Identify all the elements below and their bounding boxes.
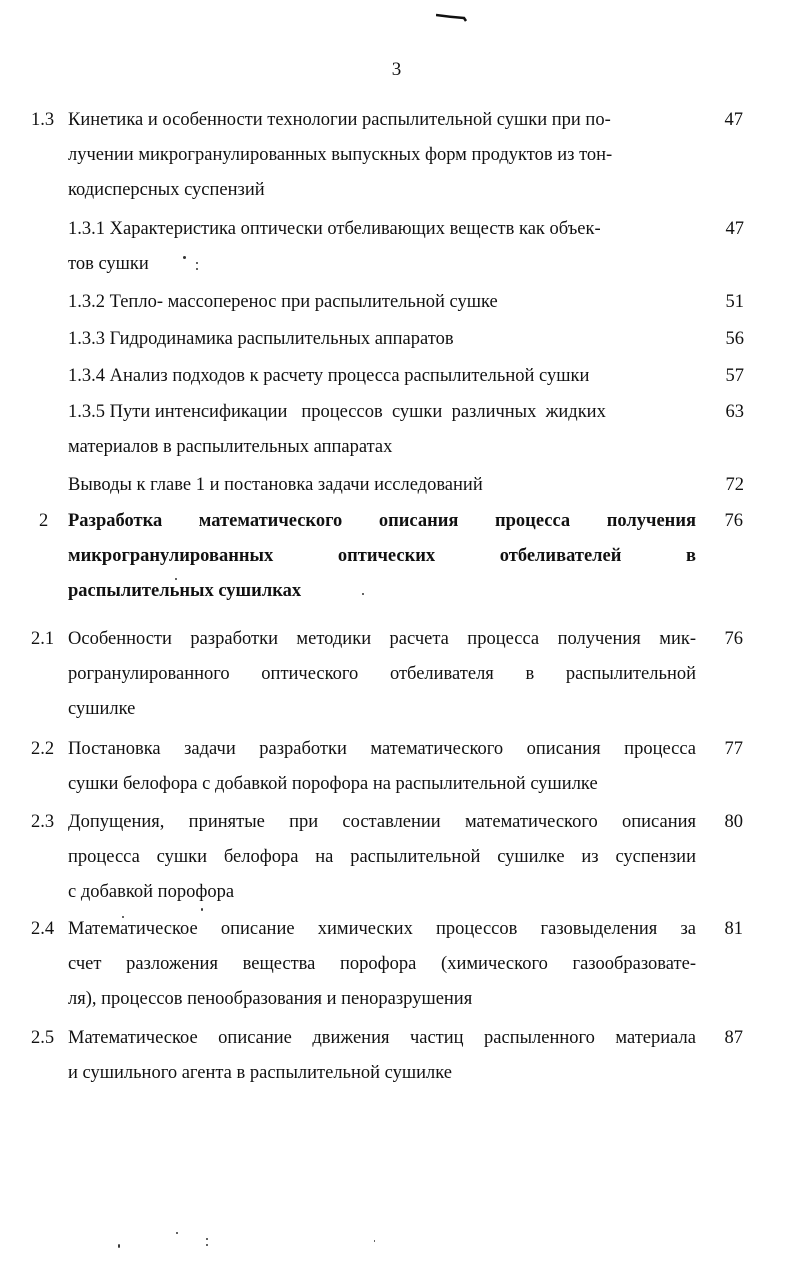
entry-number: 2.4: [31, 919, 55, 939]
scan-mark: [436, 12, 468, 22]
entry-page: 63: [725, 402, 744, 422]
entry-line: процесса сушки белофора на распылительной сушилке из суспензии: [68, 847, 696, 867]
entry-number: 2: [39, 511, 49, 531]
entry-line: счет разложения вещества порофора (химического газообразовате-: [68, 954, 696, 974]
entry-line: ля), процессов пенообразования и пеноразрушения: [68, 989, 473, 1009]
entry-page: 47: [725, 219, 744, 239]
scan-speck: [183, 256, 186, 259]
entry-line: 1.3.4 Анализ подходов к расчету процесса распылительной сушки: [68, 366, 590, 386]
entry-line: рогранулированного оптического отбеливателя в распылительной: [68, 664, 696, 684]
entry-page: 56: [725, 329, 744, 349]
scan-speck: [122, 916, 124, 918]
entry-line: Постановка задачи разработки математического описания процесса: [68, 739, 696, 759]
entry-line: Математическое описание движения частиц распыленного материала: [68, 1028, 696, 1048]
entry-line: Кинетика и особенности технологии распылительной сушки при по-: [68, 110, 611, 130]
entry-line: Разработка математического описания процесса получения: [68, 511, 696, 531]
entry-line: 1.3.1 Характеристика оптически отбеливающих веществ как объек-: [68, 219, 601, 239]
scan-speck: [206, 1238, 208, 1240]
entry-line: 1.3.2 Тепло- массоперенос при распылительной сушке: [68, 292, 498, 312]
entry-line: 1.3.3 Гидродинамика распылительных аппаратов: [68, 329, 454, 349]
entry-line: Особенности разработки методики расчета процесса получения мик-: [68, 629, 696, 649]
scan-speck: [362, 593, 364, 595]
entry-page: 47: [724, 110, 743, 130]
scan-speck: [206, 1244, 208, 1246]
entry-page: 76: [724, 629, 743, 649]
entry-line: Допущения, принятые при составлении математического описания: [68, 812, 696, 832]
entry-line: сушилке: [68, 699, 136, 719]
entry-number: 2.5: [31, 1028, 55, 1048]
entry-line: распылительных сушилках: [68, 581, 302, 601]
entry-line: Математическое описание химических процессов газовыделения за: [68, 919, 696, 939]
entry-line: материалов в распылительных аппаратах: [68, 437, 393, 457]
scan-speck: [201, 908, 203, 911]
entry-page: 76: [724, 511, 743, 531]
entry-number: 2.2: [31, 739, 55, 759]
entry-number: 2.1: [31, 629, 55, 649]
scan-speck: [175, 578, 177, 580]
entry-page: 77: [724, 739, 743, 759]
entry-page: 87: [724, 1028, 743, 1048]
entry-line: и сушильного агента в распылительной сушилке: [68, 1063, 452, 1083]
page-number: 3: [391, 59, 402, 80]
scan-speck: [196, 262, 198, 264]
entry-page: 72: [725, 475, 744, 495]
entry-line: Выводы к главе 1 и постановка задачи исследований: [68, 475, 483, 495]
entry-line: кодисперсных суспензий: [68, 180, 265, 200]
entry-line: 1.3.5 Пути интенсификации процессов сушки различных жидких: [68, 402, 606, 422]
entry-line: тов сушки: [68, 254, 149, 274]
entry-page: 81: [724, 919, 743, 939]
scan-speck: [374, 1240, 375, 1242]
scan-speck: [118, 1244, 120, 1248]
scan-speck: [196, 268, 198, 270]
entry-line: лучении микрогранулированных выпускных форм продуктов из тон-: [68, 145, 613, 165]
entry-number: 2.3: [31, 812, 55, 832]
entry-line: с добавкой порофора: [68, 882, 235, 902]
entry-page: 51: [725, 292, 744, 312]
entry-line: сушки белофора с добавкой порофора на распылительной сушилке: [68, 774, 598, 794]
scan-speck: [176, 1232, 178, 1234]
entry-page: 57: [725, 366, 744, 386]
entry-number: 1.3: [31, 110, 55, 130]
entry-page: 80: [724, 812, 743, 832]
entry-line: микрогранулированных оптических отбеливателей в: [68, 546, 696, 566]
